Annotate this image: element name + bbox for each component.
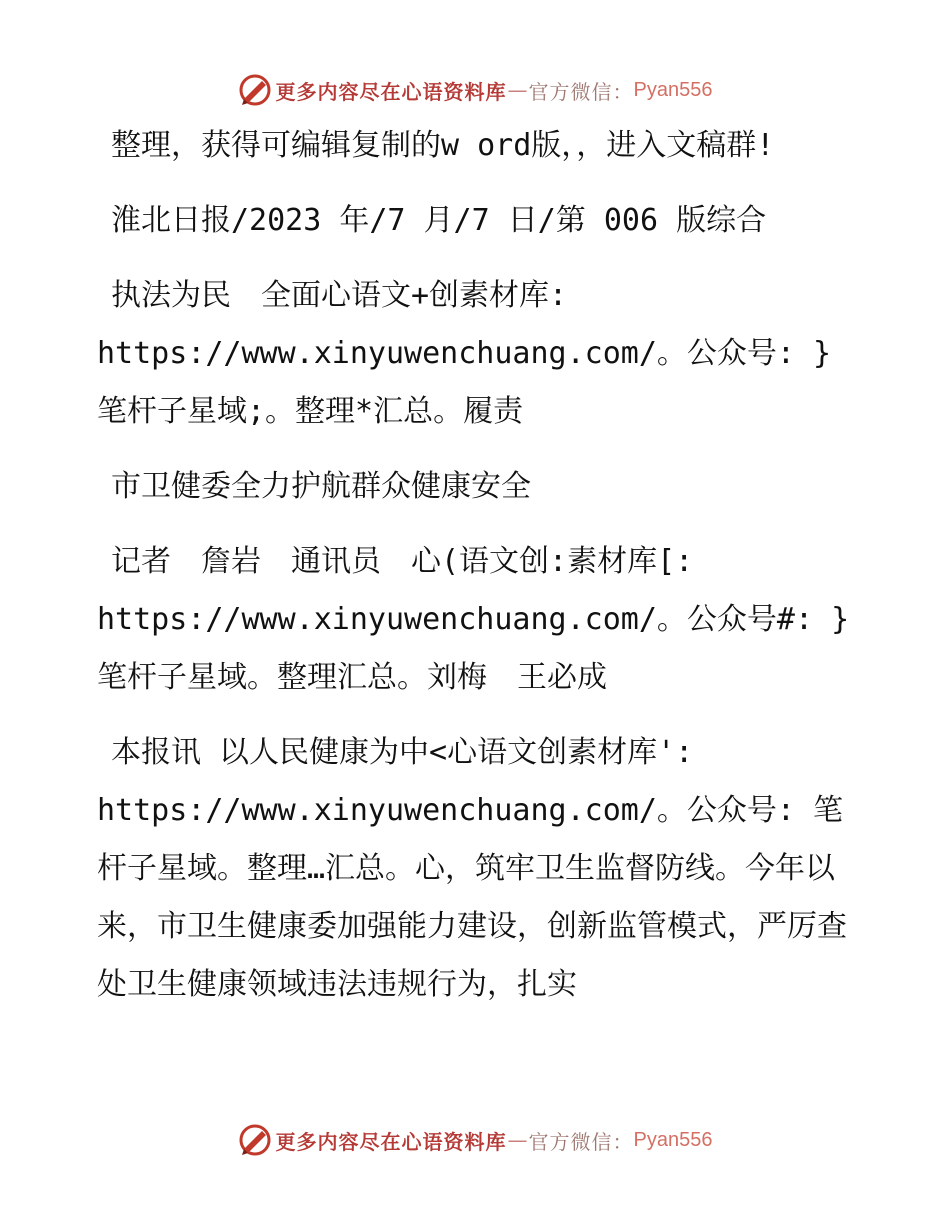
banner-wechat-id: Pyan556 [633, 1128, 713, 1151]
footer-banner [0, 1120, 950, 1160]
banner-dash: — [507, 1128, 528, 1152]
paragraph: 执法为民 全面心语文+创素材库: https://www.xinyuwenchuang.com/。公众号: }笔杆子星域;。整理*汇总。履责 [97, 278, 832, 429]
paragraph: 记者 詹岩 通讯员 心(语文创:素材库[: https://www.xinyuwenchuang.com/。公众号#: }笔杆子星域。整理汇总。刘梅 王必成 [97, 544, 850, 695]
banner-brand-text: 更多内容尽在心语资料库 [275, 1129, 507, 1154]
header-banner [0, 70, 950, 110]
banner-wechat-label: 官方微信： [528, 1129, 634, 1154]
banner-wechat-id: Pyan556 [633, 78, 713, 101]
paragraph: 本报讯 以人民健康为中<心语文创素材库': https://www.xinyuwenchuang.com/。公众号: 笔杆子星域。整理…汇总。心，筑牢卫生监督防线。今年以来，市卫生健康委加强能力建设，创新监管模式，严厉查处卫生健康领域违法违规行为，扎实 [97, 735, 847, 1002]
banner-brand-text: 更多内容尽在心语资料库 [275, 79, 507, 104]
article-body [97, 117, 857, 1031]
pen-logo-icon [238, 1123, 272, 1157]
paragraph: 市卫健委全力护航群众健康安全 [111, 469, 531, 504]
banner-dash: — [507, 78, 528, 102]
pen-logo-icon [238, 73, 272, 107]
banner-wechat-label: 官方微信： [528, 79, 634, 104]
paragraph: 整理，获得可编辑复制的w ord版，，进入文稿群! [111, 128, 775, 163]
paragraph: 淮北日报/2023 年/7 月/7 日/第 006 版综合 [111, 203, 767, 238]
